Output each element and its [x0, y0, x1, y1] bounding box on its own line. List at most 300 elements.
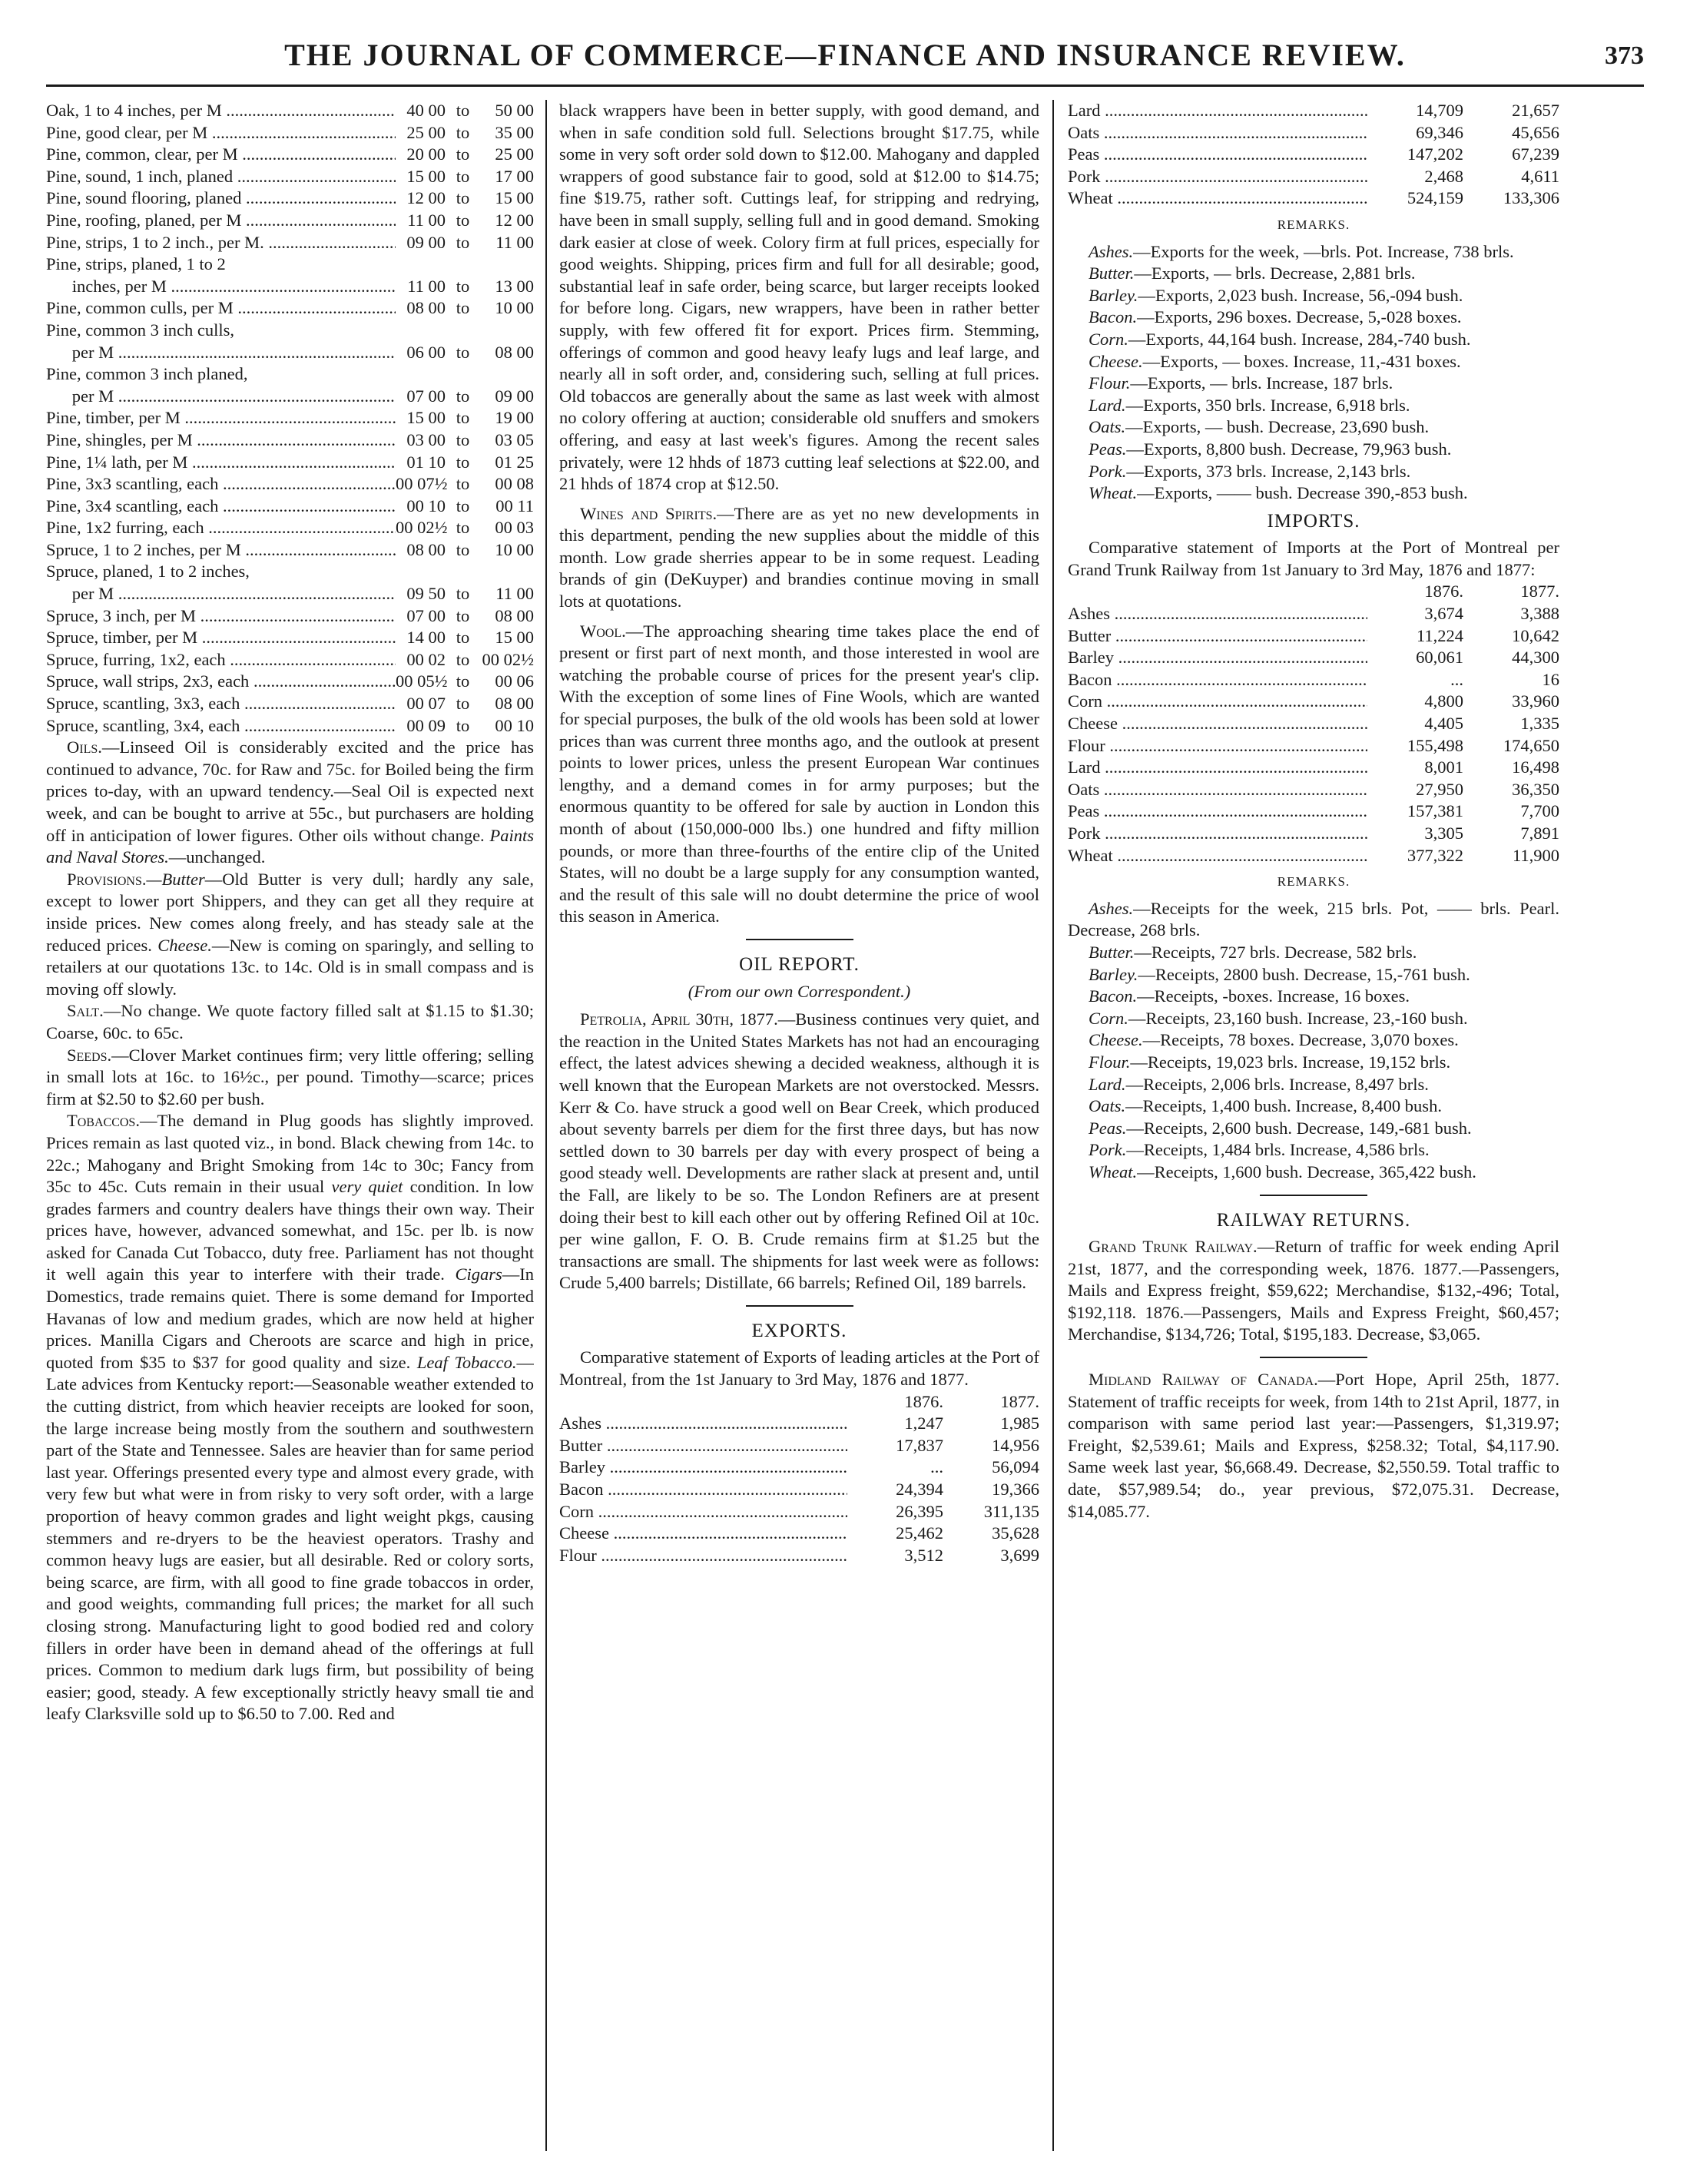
exports-remark-article: Lard.	[1089, 395, 1126, 415]
exports-article: Bacon .....	[559, 1479, 847, 1501]
lumber-low-price: 09 50	[406, 584, 446, 604]
seeds-lead: Seeds.	[67, 1045, 112, 1065]
lumber-item: Pine, timber, per M .....	[46, 407, 396, 429]
exports-value-1876: ...	[930, 1457, 943, 1477]
lumber-high-price: 15 00	[495, 188, 534, 208]
lumber-to: to	[456, 144, 470, 164]
exports-article: Cheese .....	[559, 1523, 847, 1545]
imports-remark	[1068, 942, 1559, 964]
lumber-low-price: 00 02	[406, 649, 446, 669]
lumber-item: Pine, 3x4 scantling, each .....	[46, 495, 396, 518]
lumber-row	[46, 210, 534, 232]
lumber-low-price: 08 00	[406, 539, 446, 559]
imports-remark	[1068, 1118, 1559, 1140]
exports-remark	[1068, 351, 1559, 373]
exports-remark-article: Flour.	[1089, 373, 1131, 393]
imports-value-1877: 33,960	[1512, 691, 1559, 711]
lumber-item: Pine, 3x3 scantling, each .....	[46, 473, 396, 495]
lumber-row	[46, 693, 534, 715]
imports-remark-article: Corn.	[1089, 1008, 1128, 1028]
lumber-high-price: 00 06	[495, 671, 534, 691]
lumber-item: Spruce, timber, per M .....	[46, 627, 396, 649]
grand-trunk-text: —Return of traffic for week ending April 21st, 1877, and the corresponding week, 1876. 1877.—Passengers, Mails and Express freight, $59,622; Merchandise, $132,-496; Total, $192,118. 1876.—Passengers, Mails and Express Freight, $60,457; Merchandise, $134,726; Total, $195,183. Decrease, $3,065.	[1068, 1237, 1559, 1344]
imports-row	[1068, 757, 1559, 779]
column-1	[46, 100, 534, 2151]
exports-article: Ashes .....	[559, 1413, 847, 1435]
lumber-row	[46, 539, 534, 562]
lumber-low-price: 01 10	[406, 452, 446, 472]
imports-remark-text: —Receipts, 23,160 bush. Increase, 23,-160 bush.	[1128, 1008, 1468, 1028]
imports-remark-article: Lard.	[1089, 1074, 1126, 1094]
lumber-row	[46, 122, 534, 144]
lumber-row	[46, 715, 534, 737]
cheese-heading: Cheese.	[157, 935, 212, 955]
lumber-to: to	[456, 584, 470, 604]
lumber-low-price: 20 00	[406, 144, 446, 164]
imports-article: Peas .....	[1068, 800, 1367, 823]
lumber-price-table	[46, 100, 534, 737]
exports-row	[1068, 100, 1559, 122]
exports-value-1877: 21,657	[1512, 101, 1559, 120]
exports-row	[559, 1545, 1039, 1567]
lumber-low-price: 11 00	[407, 210, 446, 230]
seeds-text: —Clover Market continues firm; very little offering; selling in small lots at 16c. to 16½c., per pound. Timothy—scarce; prices firm at $2.50 to $2.60 per bush.	[46, 1045, 534, 1109]
exports-remark-article: Wheat.	[1089, 483, 1138, 503]
lumber-row	[46, 144, 534, 166]
exports-remark-text: —Exports, — boxes. Increase, 11,-431 boxes.	[1142, 351, 1461, 371]
imports-article: Cheese .....	[1068, 713, 1367, 735]
lumber-item: per M .....	[72, 342, 396, 364]
exports-remark-article: Oats.	[1089, 417, 1126, 437]
cigars-heading: Cigars	[455, 1264, 502, 1284]
imports-article: Flour .....	[1068, 735, 1367, 757]
lumber-high-price: 00 03	[495, 518, 534, 538]
lumber-high-price: 11 00	[495, 584, 534, 604]
exports-row	[559, 1479, 1039, 1501]
page-number: 373	[1605, 41, 1644, 70]
cigars-text: —In Domestics, trade remains quiet. There is some demand for Imported Havanas of low and medium grades, which are now held at higher prices. Manilla Cigars and Cheroots are scarce and high in price, quoted from $35 to $37 for good quality and size.	[46, 1264, 534, 1372]
exports-value-1877: 4,611	[1521, 166, 1559, 186]
imports-value-1877: 1,335	[1520, 714, 1559, 734]
oils-text: —Linseed Oil is considerably excited and the price has continued to advance, 70c. for Raw and 75c. for Boiled being the firm prices to-day, with an upward tendency.—Seal Oil is expected next week, and can be bought to arrive at 55c., but purchasers are holding off in anticipation of lower figures. Other oils without change.	[46, 737, 534, 845]
lumber-item: Pine, roofing, planed, per M .....	[46, 210, 396, 232]
lumber-row-label: Pine, common 3 inch planed,	[46, 364, 248, 384]
lumber-high-price: 10 00	[495, 539, 534, 559]
imports-value-1877: 10,642	[1512, 625, 1559, 645]
section-divider	[1260, 1195, 1367, 1196]
exports-value-1876: 14,709	[1416, 101, 1463, 120]
imports-remark	[1068, 1029, 1559, 1052]
exports-table-part-2	[1068, 100, 1559, 210]
oil-report-text: 1877.—Business continues very quiet, and the reaction in the United States Markets has not had an encouraging effect, the latest advices shewing a decided weakness, although it is well known that the European Markets are not overstocked. Messrs. Kerr & Co. have struck a good well on Bear Creek, which produced about seventy barrels per diem for the first three days, but has now settled down to 30 barrels per day with every prospect of being a good steady well. Developments are rather slack at present and, until the Fall, are likely to be so. The London Refiners are at present doing their best to kill each other out by offering Refined Oil at 10c. per wine gallon, F. O. B. Crude remains firm at $1.25 but the transactions are small. The shipments for last week were as follows: Crude 5,400 barrels; Distillate, 66 barrels; Refined Oil, 189 barrels.	[559, 1009, 1039, 1293]
oil-report-paragraph	[559, 1009, 1039, 1294]
leaf-tobacco-heading: Leaf Tobacco.	[416, 1352, 517, 1372]
lumber-item: Pine, 1¼ lath, per M .....	[46, 452, 396, 474]
oil-report-title: OIL REPORT.	[739, 953, 860, 975]
lumber-high-price: 09 00	[495, 386, 534, 406]
exports-remarks-title: REMARKS.	[1277, 217, 1350, 232]
lumber-row	[46, 187, 534, 210]
imports-article: Ashes .....	[1068, 603, 1367, 625]
lumber-low-price: 00 05½	[396, 671, 448, 691]
exports-remark-text: —Exports, 350 brls. Increase, 6,918 brls.	[1125, 395, 1410, 415]
imports-remark-text: —Receipts for the week, 215 brls. Pot, —— brls. Pearl. Decrease, 268 brls.	[1068, 898, 1559, 940]
imports-value-1876: 4,405	[1424, 714, 1463, 734]
wines-lead: Wines and Spirits.	[580, 503, 717, 523]
lumber-low-price: 07 00	[406, 605, 446, 625]
lumber-row	[46, 605, 534, 628]
imports-remark-text: —Receipts, 1,400 bush. Increase, 8,400 bush.	[1125, 1096, 1442, 1116]
lumber-high-price: 00 11	[495, 495, 534, 515]
imports-article: Wheat .....	[1068, 845, 1367, 867]
lumber-high-price: 08 00	[495, 342, 534, 362]
paints-text: —unchanged.	[168, 847, 266, 867]
lumber-row-label: Pine, common 3 inch culls,	[46, 320, 234, 340]
lumber-to: to	[456, 210, 470, 230]
lumber-low-price: 14 00	[406, 628, 446, 648]
exports-article: Oats .....	[1068, 122, 1367, 144]
wines-paragraph	[559, 503, 1039, 613]
exports-remark	[1068, 416, 1559, 439]
exports-article: Flour .....	[559, 1545, 847, 1567]
imports-value-1876: 157,381	[1407, 801, 1463, 821]
lumber-low-price: 06 00	[406, 342, 446, 362]
imports-remark	[1068, 964, 1559, 986]
provisions-paragraph	[46, 869, 534, 1001]
provisions-lead: Provisions.	[67, 869, 147, 889]
lumber-to: to	[456, 649, 470, 669]
imports-title: IMPORTS.	[1267, 510, 1360, 532]
lumber-low-price: 09 00	[406, 232, 446, 252]
exports-remark-article: Bacon.	[1089, 307, 1138, 327]
section-divider	[746, 939, 853, 940]
lumber-low-price: 00 02½	[396, 518, 448, 538]
column-2	[559, 100, 1039, 2151]
imports-remark-article: Butter.	[1089, 942, 1135, 962]
lumber-low-price: 15 00	[406, 408, 446, 428]
lumber-to: to	[456, 495, 470, 515]
imports-remark-article: Peas.	[1089, 1118, 1127, 1138]
imports-remark	[1068, 1074, 1559, 1096]
lumber-row	[46, 386, 534, 408]
imports-article: Barley .....	[1068, 647, 1367, 669]
lumber-to: to	[456, 188, 470, 208]
lumber-to: to	[456, 605, 470, 625]
lumber-high-price: 17 00	[495, 166, 534, 186]
lumber-low-price: 25 00	[406, 122, 446, 142]
exports-article: Corn .....	[559, 1501, 847, 1523]
column-3	[1068, 100, 1559, 2151]
exports-value-1877: 67,239	[1512, 144, 1559, 164]
exports-row	[559, 1501, 1039, 1523]
imports-value-1877: 174,650	[1503, 735, 1559, 755]
imports-year-1877: 1877.	[1520, 582, 1559, 602]
lumber-to: to	[456, 166, 470, 186]
lumber-item: Oak, 1 to 4 inches, per M .....	[46, 100, 396, 122]
column-rule	[1052, 100, 1054, 2151]
lumber-item: Spruce, scantling, 3x4, each .....	[46, 715, 396, 737]
imports-value-1876: 377,322	[1407, 845, 1463, 865]
exports-value-1877: 56,094	[992, 1457, 1039, 1477]
salt-paragraph	[46, 1000, 534, 1044]
imports-row	[1068, 669, 1559, 691]
exports-value-1876: 147,202	[1407, 144, 1463, 164]
lumber-high-price: 50 00	[495, 101, 534, 120]
lumber-row	[46, 276, 534, 298]
lumber-to: to	[456, 452, 470, 472]
column-rule	[545, 100, 547, 2151]
imports-article: Oats .....	[1068, 779, 1367, 801]
exports-remark-text: —Exports, 373 brls. Increase, 2,143 brls.	[1126, 461, 1411, 481]
lumber-high-price: 35 00	[495, 122, 534, 142]
lumber-to: to	[456, 671, 470, 691]
imports-remark-text: —Receipts, 2,600 bush. Decrease, 149,-681 bush.	[1126, 1118, 1472, 1138]
lumber-low-price: 07 00	[406, 386, 446, 406]
lumber-to: to	[456, 715, 470, 735]
exports-row	[1068, 144, 1559, 166]
lumber-row	[46, 342, 534, 364]
exports-value-1877: 19,366	[992, 1480, 1039, 1500]
lumber-high-price: 19 00	[495, 408, 534, 428]
exports-row	[559, 1435, 1039, 1457]
exports-remark	[1068, 241, 1559, 263]
exports-table-part-1	[559, 1413, 1039, 1566]
imports-remark-article: Pork.	[1089, 1140, 1127, 1160]
imports-row	[1068, 713, 1559, 735]
exports-value-1877: 14,956	[992, 1435, 1039, 1455]
lumber-low-price: 11 00	[407, 276, 446, 296]
lumber-item: Pine, shingles, per M .....	[46, 429, 396, 452]
imports-intro: Comparative statement of Imports at the Port of Montreal per Grand Trunk Railway from 1st January to 3rd May, 1876 and 1877:	[1068, 538, 1559, 579]
imports-remark	[1068, 1162, 1559, 1184]
imports-article: Corn .....	[1068, 691, 1367, 713]
exports-remark	[1068, 482, 1559, 505]
imports-value-1877: 36,350	[1512, 779, 1559, 799]
exports-value-1877: 3,699	[1000, 1545, 1039, 1565]
grand-trunk-lead: Grand Trunk Railway.	[1089, 1237, 1258, 1257]
journal-title: THE JOURNAL OF COMMERCE—FINANCE AND INSURANCE REVIEW.	[284, 38, 1406, 72]
imports-row	[1068, 735, 1559, 757]
imports-value-1877: 3,388	[1520, 604, 1559, 624]
exports-remarks	[1068, 241, 1559, 505]
imports-remark-article: Oats.	[1089, 1096, 1126, 1116]
lumber-row	[46, 452, 534, 474]
imports-remark-text: —Receipts, 2,006 brls. Increase, 8,497 brls.	[1125, 1074, 1429, 1094]
lumber-item: Pine, common, clear, per M .....	[46, 144, 396, 166]
butter-heading: —Butter	[146, 869, 205, 889]
lumber-item: Pine, common culls, per M .....	[46, 297, 396, 320]
exports-row	[1068, 166, 1559, 188]
lumber-row-label: Spruce, planed, 1 to 2 inches,	[46, 562, 250, 582]
imports-year-1876: 1876.	[1424, 582, 1463, 602]
lumber-high-price: 00 10	[495, 715, 534, 735]
lumber-row	[46, 583, 534, 605]
exports-remark-text: —Exports, — brls. Decrease, 2,881 brls.	[1134, 263, 1416, 283]
imports-remark-article: Flour.	[1089, 1052, 1131, 1072]
exports-value-1876: 26,395	[896, 1501, 943, 1521]
exports-remark-text: —Exports, — bush. Decrease, 23,690 bush.	[1125, 417, 1430, 437]
exports-value-1876: 24,394	[896, 1480, 943, 1500]
exports-remark-text: —Exports, —— bush. Decrease 390,-853 bush.	[1137, 483, 1468, 503]
imports-remarks-title: REMARKS.	[1277, 874, 1350, 890]
imports-row	[1068, 800, 1559, 823]
lumber-row	[46, 407, 534, 429]
midland-paragraph	[1068, 1369, 1559, 1523]
lumber-row	[46, 649, 534, 671]
lumber-high-price: 12 00	[495, 210, 534, 230]
lumber-low-price: 00 07½	[396, 474, 448, 494]
lumber-low-price: 12 00	[406, 188, 446, 208]
imports-value-1876: 8,001	[1424, 757, 1463, 777]
imports-remark	[1068, 986, 1559, 1008]
exports-remark-text: —Exports, 2,023 bush. Increase, 56,-094 bush.	[1138, 285, 1463, 305]
exports-remark	[1068, 373, 1559, 395]
lumber-high-price: 15 00	[495, 628, 534, 648]
oil-report-lead: Petrolia, April 30th,	[580, 1009, 734, 1029]
page-header	[46, 31, 1644, 87]
lumber-row	[46, 100, 534, 122]
imports-remark-text: —Receipts, 727 brls. Decrease, 582 brls.	[1134, 942, 1417, 962]
exports-intro: Comparative statement of Exports of leading articles at the Port of Montreal, from the 1st January to 3rd May, 1876 and 1877.	[559, 1347, 1039, 1390]
lumber-high-price: 08 00	[495, 605, 534, 625]
lumber-row	[46, 495, 534, 518]
imports-value-1876: 155,498	[1407, 735, 1463, 755]
oil-report-subtitle: (From our own Correspondent.)	[688, 981, 911, 1001]
lumber-to: to	[456, 628, 470, 648]
lumber-row	[46, 671, 534, 693]
lumber-high-price: 25 00	[495, 144, 534, 164]
imports-row	[1068, 823, 1559, 845]
lumber-to: to	[456, 408, 470, 428]
exports-remark-article: Ashes.	[1089, 241, 1134, 261]
imports-article: Pork .....	[1068, 823, 1367, 845]
exports-value-1876: 25,462	[896, 1523, 943, 1543]
imports-remark	[1068, 1052, 1559, 1074]
imports-remark-text: —Receipts, 19,023 brls. Increase, 19,152 brls.	[1130, 1052, 1451, 1072]
exports-article: Peas .....	[1068, 144, 1367, 166]
imports-value-1876: 3,674	[1424, 604, 1463, 624]
lumber-row	[46, 429, 534, 452]
exports-remark-text: —Exports, 8,800 bush. Decrease, 79,963 bush.	[1126, 439, 1452, 459]
imports-value-1876: 60,061	[1416, 648, 1463, 668]
wool-text: —The approaching shearing time takes place the end of present or first part of next month, and those interested in wool are watching the probable course of prices for the present year's clip. With the exception of some lines of Fine Wools, which are wanted for special purposes, the bulk of the old wools has been sold at lower prices than was current three months ago, and the outlook at present points to lower prices, unless the present European War continues lengthy, and a demand comes in for army purposes; but the enormous quantity to be offered for sale by auction in London this month of about (150,000-000 lbs.) one hundred and fifty million pounds, or more than three-fourths of the entire clip of the United States, will no doubt be a large supply for any consumption wanted, and the result of this sale will no doubt determine the price of wool this season in America.	[559, 621, 1039, 926]
imports-remark-text: —Receipts, 1,484 brls. Increase, 4,586 brls.	[1126, 1140, 1430, 1160]
imports-value-1876: ...	[1450, 669, 1463, 689]
lumber-item: Pine, sound flooring, planed .....	[46, 187, 396, 210]
lumber-row-label: Pine, strips, planed, 1 to 2	[46, 254, 226, 274]
exports-remark-article: Barley.	[1089, 285, 1138, 305]
lumber-item: per M .....	[72, 386, 396, 408]
lumber-row	[46, 297, 534, 320]
wool-lead: Wool.	[580, 621, 626, 641]
lumber-to: to	[456, 429, 470, 449]
lumber-item: Spruce, 3 inch, per M .....	[46, 605, 396, 628]
lumber-to: to	[456, 122, 470, 142]
exports-remark-article: Pork.	[1089, 461, 1127, 481]
imports-remark-article: Bacon.	[1089, 986, 1138, 1006]
imports-article: Lard .....	[1068, 757, 1367, 779]
exports-value-1877: 45,656	[1512, 122, 1559, 142]
lumber-item: Spruce, furring, 1x2, each .....	[46, 649, 396, 671]
exports-remark	[1068, 461, 1559, 483]
exports-value-1877: 35,628	[992, 1523, 1039, 1543]
imports-remark-text: —Receipts, 78 boxes. Decrease, 3,070 boxes.	[1142, 1030, 1459, 1050]
exports-remark	[1068, 263, 1559, 285]
wines-text: —There are as yet no new developments in this department, pending the new supplies about the middle of this month. Low grade sherries appear to be in some request. Leading brands of gin (DeKuyper) and brandies continue moving in small lots at quotations.	[559, 503, 1039, 611]
imports-row	[1068, 779, 1559, 801]
imports-row	[1068, 603, 1559, 625]
oils-lead: Oils.	[67, 737, 102, 757]
lumber-item: Pine, sound, 1 inch, planed .....	[46, 166, 396, 188]
lumber-to: to	[456, 539, 470, 559]
imports-value-1877: 7,700	[1520, 801, 1559, 821]
exports-value-1876: 3,512	[904, 1545, 943, 1565]
lumber-to: to	[456, 232, 470, 252]
lumber-row	[46, 473, 534, 495]
exports-remark-text: —Exports, — brls. Increase, 187 brls.	[1130, 373, 1393, 393]
lumber-to: to	[456, 474, 470, 494]
lumber-to: to	[456, 518, 470, 538]
lumber-item: per M .....	[72, 583, 396, 605]
exports-remark-article: Butter.	[1089, 263, 1135, 283]
exports-article: Barley .....	[559, 1457, 847, 1479]
imports-value-1876: 27,950	[1416, 779, 1463, 799]
midland-lead: Midland Railway of Canada.	[1089, 1370, 1318, 1390]
lumber-item: Spruce, wall strips, 2x3, each .....	[46, 671, 396, 693]
lumber-item: Pine, good clear, per M .....	[46, 122, 396, 144]
exports-article: Pork .....	[1068, 166, 1367, 188]
exports-remark-article: Corn.	[1089, 329, 1128, 349]
exports-row	[559, 1413, 1039, 1435]
lumber-to: to	[456, 101, 470, 120]
lumber-high-price: 08 00	[495, 694, 534, 714]
exports-value-1876: 524,159	[1407, 188, 1463, 208]
lumber-row	[46, 627, 534, 649]
exports-row	[1068, 187, 1559, 210]
imports-remark-article: Barley.	[1089, 964, 1138, 984]
imports-remark	[1068, 898, 1559, 942]
seeds-paragraph	[46, 1045, 534, 1111]
lumber-high-price: 00 02½	[482, 649, 534, 669]
imports-article: Butter .....	[1068, 625, 1367, 648]
midland-text: —Port Hope, April 25th, 1877. Statement of traffic receipts for week, from 14th to 21st April, 1877, in comparison with same period last year:—Passengers, $1,319.97; Freight, $2,539.61; Mails and Express, $258.32; Total, $4,117.90. Same week last year, $6,668.49. Decrease, $2,550.59. Total traffic to date, $57,989.54; do., year previous, $72,075.31. Decrease, $14,085.77.	[1068, 1370, 1559, 1521]
exports-value-1876: 17,837	[896, 1435, 943, 1455]
imports-remark-article: Ashes.	[1089, 898, 1134, 918]
lumber-item: Pine, 1x2 furring, each .....	[46, 517, 396, 539]
imports-value-1877: 16	[1542, 669, 1559, 689]
lumber-to: to	[456, 342, 470, 362]
lumber-row	[46, 166, 534, 188]
imports-remark	[1068, 1139, 1559, 1162]
lumber-to: to	[456, 298, 470, 318]
lumber-low-price: 40 00	[406, 101, 446, 120]
imports-value-1877: 11,900	[1512, 845, 1559, 865]
cheese-text: —New is coming on sparingly, and selling to retailers at our quotations 13c. to 14c. Old is in small compass and is moving off slowly.	[46, 935, 534, 999]
exports-value-1877: 311,135	[983, 1501, 1039, 1521]
imports-value-1876: 4,800	[1424, 691, 1463, 711]
exports-article: Butter .....	[559, 1435, 847, 1457]
grand-trunk-paragraph	[1068, 1236, 1559, 1346]
lumber-item: inches, per M .....	[72, 276, 396, 298]
exports-row	[1068, 122, 1559, 144]
lumber-high-price: 01 25	[495, 452, 534, 472]
exports-remark	[1068, 395, 1559, 417]
tobaccos-lead: Tobaccos.	[67, 1111, 140, 1131]
imports-remark	[1068, 1095, 1559, 1118]
exports-value-1876: 1,247	[904, 1413, 943, 1433]
section-divider	[746, 1305, 853, 1307]
lumber-low-price: 00 07	[406, 694, 446, 714]
